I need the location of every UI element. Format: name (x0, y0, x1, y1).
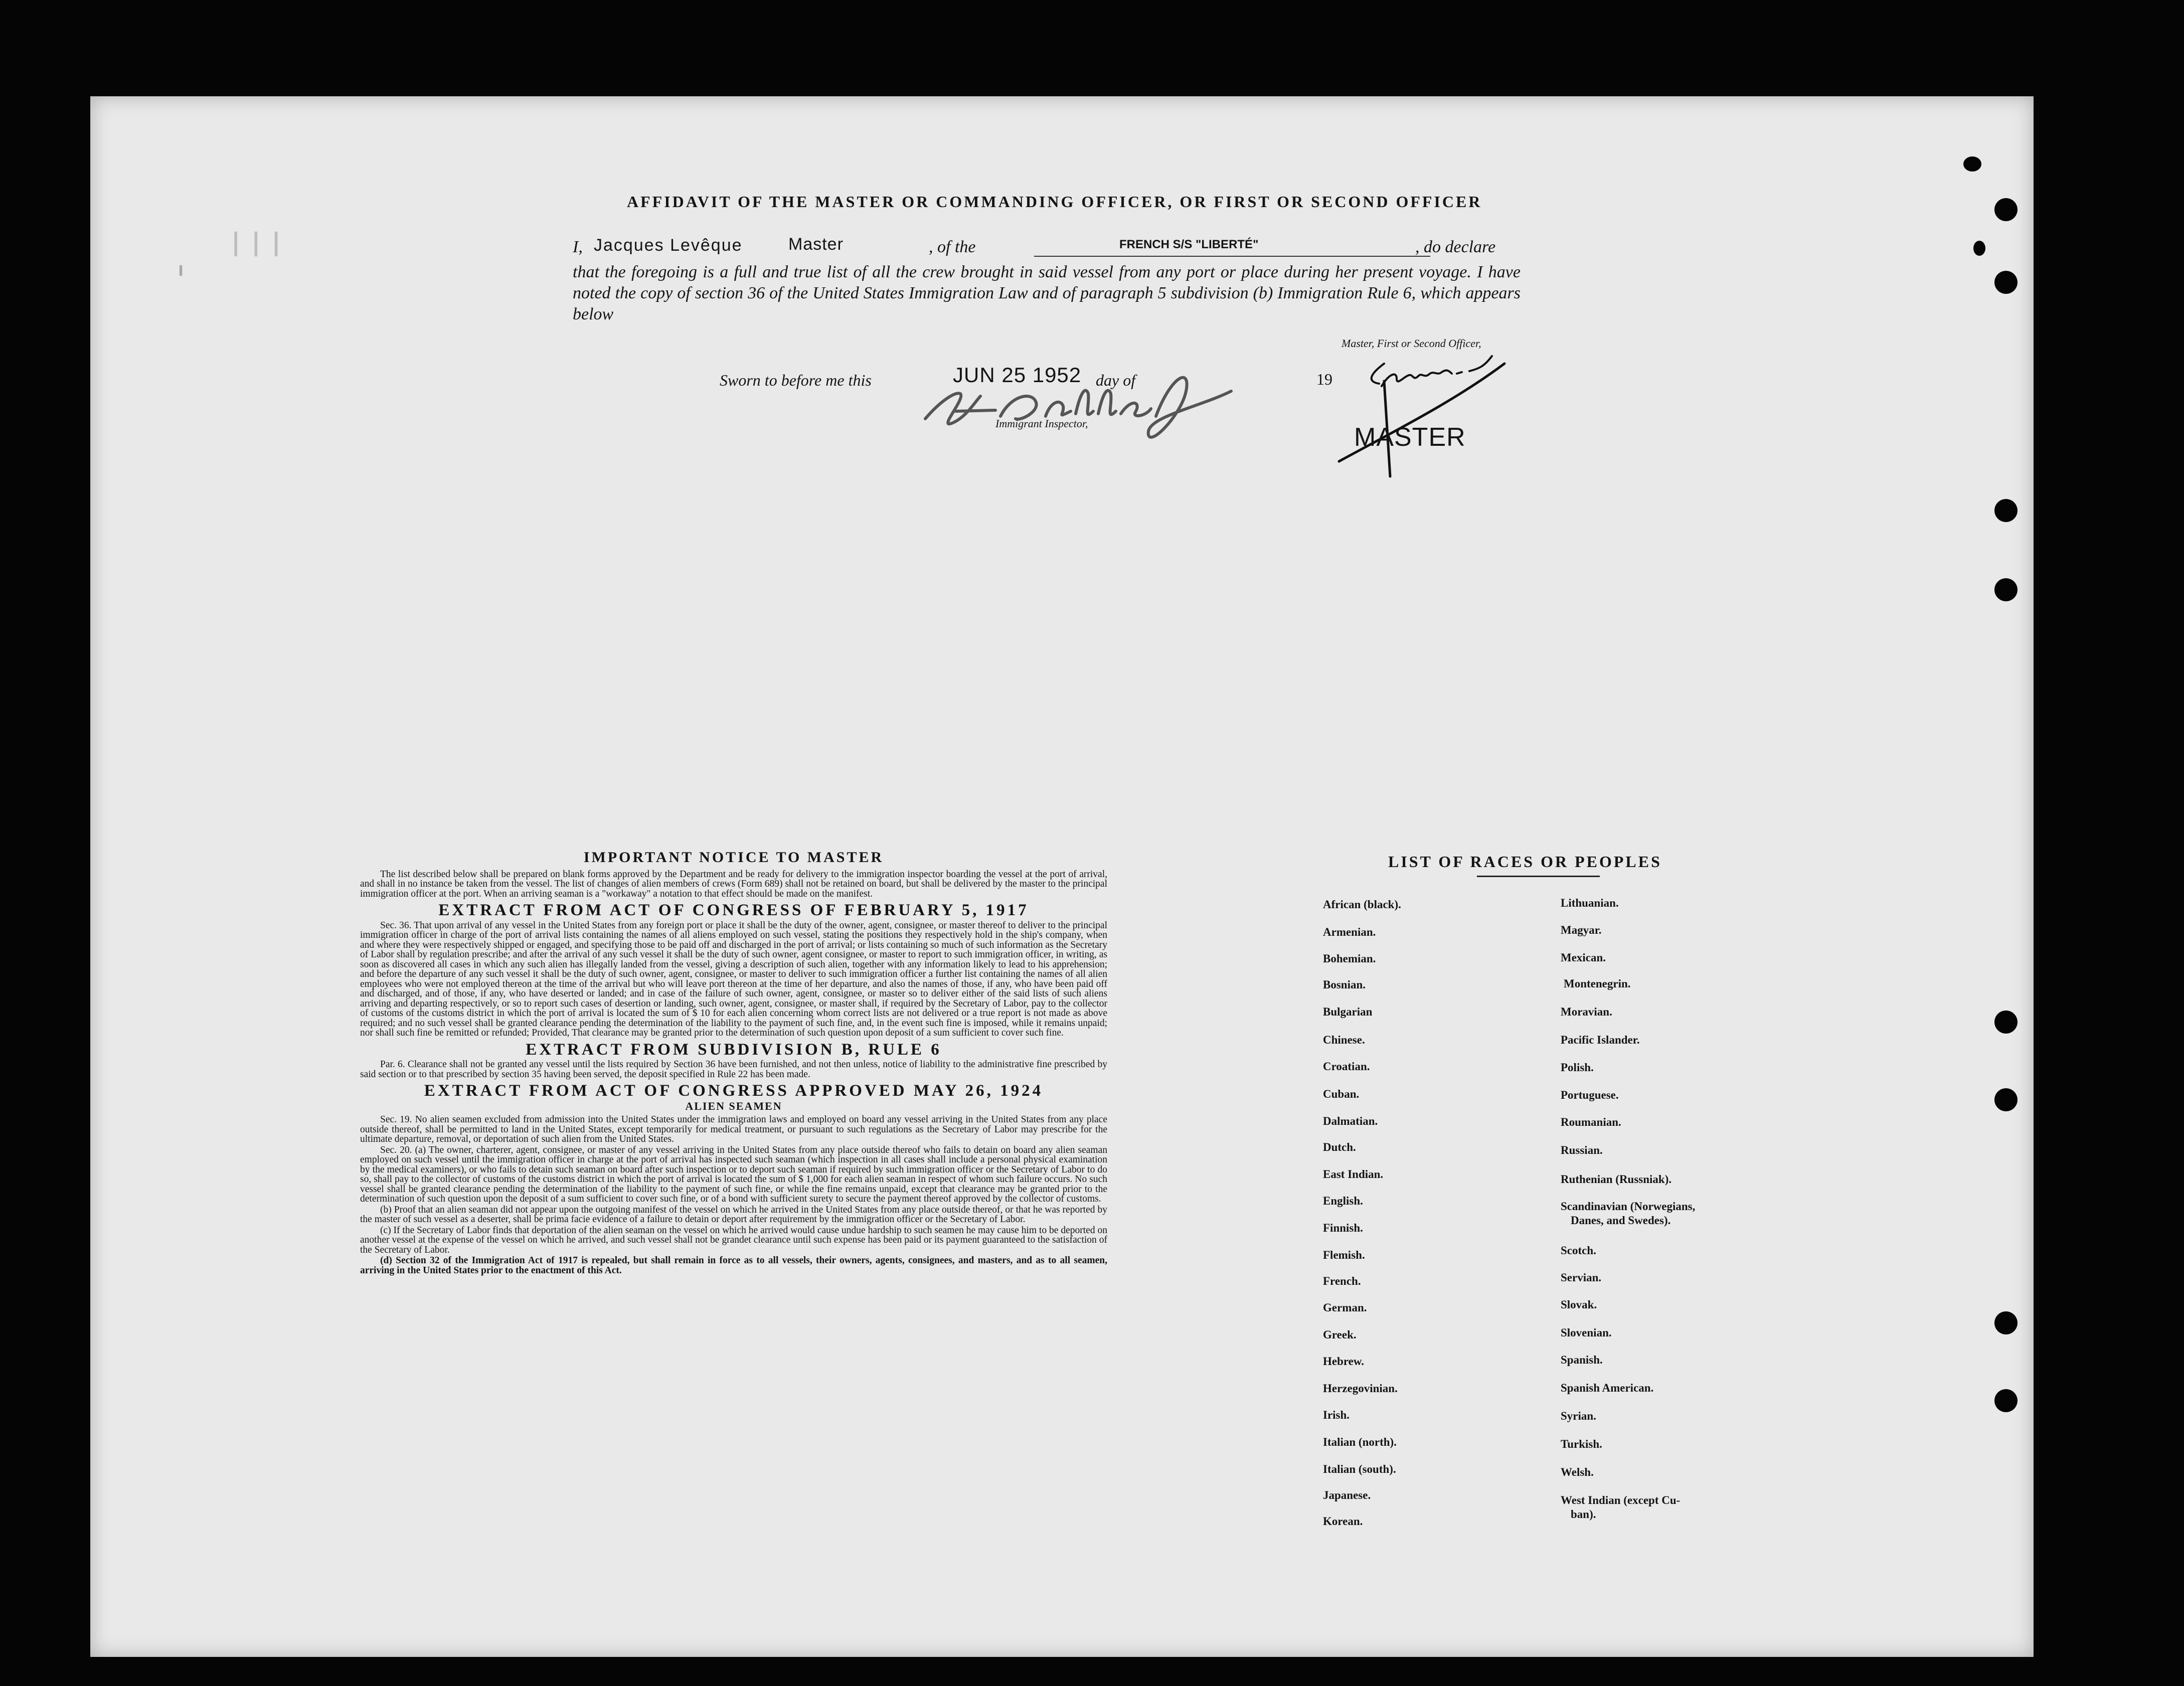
race-item: Russian. (1561, 1144, 1603, 1156)
race-item: German. (1323, 1301, 1367, 1314)
race-item: Welsh. (1561, 1466, 1594, 1478)
race-item: Hebrew. (1323, 1355, 1364, 1368)
race-item: Bohemian. (1323, 952, 1376, 965)
punch-hole (1994, 499, 2018, 522)
race-item: Bosnian. (1323, 978, 1366, 991)
punch-hole (1994, 578, 2018, 601)
year-prefix: 19 (1316, 370, 1332, 388)
race-item: Greek. (1323, 1328, 1357, 1341)
race-item: Croatian. (1323, 1060, 1370, 1073)
bleed-through-mark: ı (178, 258, 184, 280)
race-item: Syrian. (1561, 1410, 1596, 1422)
race-item: African (black). (1323, 898, 1401, 911)
races-title: LIST OF RACES OR PEOPLES (1388, 853, 1662, 871)
notice-section (360, 849, 1107, 1276)
sworn-date-stamp: JUN 25 1952 (953, 363, 1082, 387)
race-item: Slovenian. (1561, 1326, 1612, 1339)
race-item: Cuban. (1323, 1088, 1360, 1100)
extract3-subtitle: ALIEN SEAMEN (685, 1099, 782, 1112)
race-item: ban). (1571, 1508, 1596, 1521)
extract3-sec20a: Sec. 20. (a) The owner, charterer, agent, consignee, or master of any vessel arriving in the United States from any place outside thereof who fails to detain on board any alien seaman employed on such vessel until the immigration officer in charge at the port of arrival has inspected such seaman (which inspection in all cases shall include a personal physical examination by the medical examiners), or who fails to detain such seaman on board after such inspection or to deport such seaman if required by such immigration officer or the Secretary of Labor to do so, shall pay to the collector of customs of the customs district in which the port of arrival is located the sum of $ 1,000 for each alien seaman in respect of whom such failure occurs. No such vessel shall be granted clearance pending the determination of the liability to the payment of such fine, or while the fine remains unpaid, except that clearance may be granted prior to the determination of such question upon the deposit of a sum sufficient to cover such fine, or of a bond with sufficient surety to secure the payment thereof approved by the collector of customs. (360, 1144, 1107, 1204)
race-item: Italian (north). (1323, 1436, 1397, 1448)
races-title-underline (1477, 876, 1600, 877)
extract3-sec20d: (d) Section 32 of the Immigration Act of 1917 is repealed, but shall remain in force as to all vessels, their owners, agents, consignees, and masters, and as to all seamen, arriving in the United States prior to the enactment of this Act. (360, 1255, 1107, 1276)
punch-hole (1994, 1311, 2018, 1334)
extract2-text: Par. 6. Clearance shall not be granted any vessel until the lists required by Section 36 have been furnished, and not then unless, notice of liability to the administrative fine prescribed by said section or to that prescribed by section 35 having been served, the deposit specified in Rule 22 has been made. (360, 1059, 1107, 1080)
race-item: Spanish. (1561, 1354, 1603, 1366)
punch-hole (1994, 198, 2018, 221)
vessel-underline (1034, 256, 1430, 257)
officer-label: Master, First or Second Officer, (1341, 337, 1481, 350)
master-name-handwritten: Jacques Levêque (594, 236, 743, 255)
extract3-sec20b: (b) Proof that an alien seaman did not appear upon the outgoing manifest of the vessel on which he arrived in the United States from any place outside thereof, or that he was reported by the master of such vessel as a deserter, shall be prima facie evidence of a failure to detain or deport after requirement by the immigration officer or the Secretary of Labor. (360, 1204, 1107, 1225)
race-item: Moravian. (1561, 1005, 1612, 1018)
race-item: Scandinavian (Norwegians, (1561, 1200, 1696, 1213)
race-item: Dutch. (1323, 1141, 1356, 1153)
race-item: East Indian. (1323, 1168, 1384, 1181)
punch-hole (1994, 1088, 2018, 1111)
race-item: Herzegovinian. (1323, 1382, 1398, 1395)
race-item: Polish. (1561, 1061, 1594, 1074)
vessel-name: FRENCH S/S "LIBERTÉ" (1119, 238, 1259, 251)
race-item: Ruthenian (Russniak). (1561, 1173, 1672, 1186)
extract3-sec19: Sec. 19. No alien seamen excluded from admission into the United States under the immigration laws and employed on board any vessel arriving in the United States from any place outside thereof, shall be permitted to land in the United States, except temporarily for medical treatment, or pursuant to such regulations as the Secretary of Labor may prescribe for the ultimate departure, removal, or deportation of such alien from the United States. (360, 1114, 1107, 1144)
master-title-handwritten: Master (788, 235, 844, 254)
race-item: Dalmatian. (1323, 1115, 1378, 1127)
race-item: Pacific Islander. (1561, 1034, 1640, 1046)
notice-title: IMPORTANT NOTICE TO MASTER (583, 849, 884, 866)
extract3-sec20c: (c) If the Secretary of Labor finds that deportation of the alien seaman on the vessel on which he arrived would cause undue hardship to such seamen he may cause him to be deported on another vessel at the expense of the vessel on which he arrived, and such vessel shall not be grandet clearance until such expense has been paid or its payment guaranteed to the satisfaction of the Secretary of Labor. (360, 1225, 1107, 1255)
race-item: English. (1323, 1195, 1363, 1207)
race-item: Slovak. (1561, 1298, 1597, 1311)
race-item: Roumanian. (1561, 1116, 1621, 1128)
notice-intro: The list described below shall be prepared on blank forms approved by the Department and be ready for delivery to the immigration inspector boarding the vessel at the port of arrival, and shall in no instance be taken from the vessel. The list of changes of alien members of crews (Form 689) shall not be retained on board, but shall be delivered by the master to the principal immigration officer at the port. When an arriving seaman is a "workaway" a notation to that effect should be made on the manifest. (360, 869, 1107, 899)
race-item: Magyar. (1561, 924, 1602, 936)
extract1-title: EXTRACT FROM ACT OF CONGRESS OF FEBRUARY 5, 1917 (438, 901, 1029, 919)
race-item: Finnish. (1323, 1222, 1363, 1234)
race-item: Spanish American. (1561, 1382, 1654, 1394)
master-stamp: MASTER (1354, 423, 1466, 452)
race-item: West Indian (except Cu- (1561, 1494, 1681, 1506)
inspector-label: Immigrant Inspector, (995, 417, 1088, 430)
day-of-text: day of (1096, 371, 1136, 389)
affidavit-title: AFFIDAVIT OF THE MASTER OR COMMANDING OFFICER, OR FIRST OR SECOND OFFICER (627, 193, 1482, 211)
extract1-text: Sec. 36. That upon arrival of any vessel in the United States from any foreign port or place it shall be the duty of the owner, agent, consignee, or master thereof to deliver to the principal immigration officer in charge of the port of arrival lists containing the names of all aliens employed on such vessel, stating the positions they respectively hold in the ship's company, when and where they were respectively shipped or engaged, and specifying those to be paid off and discharged in the port of arrival; or lists containing so much of such information as the Secretary of Labor shall by regulation prescribe; and after the arrival of any such vessel it shall be the duty of such owner, agent consignee, or master to report to such immigration officer, in writing, as soon as discovered all cases in which any such alien has illegally landed from the vessel, giving a description of such alien, together with any information likely to lead to his apprehension; and before the departure of any such vessel it shall be the duty of such owner, agent, consignee, or master to deliver to such immigration officer a further list containing the names of all alien employees who were not employed thereon at the time of the arrival but who will leave port thereon at the time of her departure, and also the names of those, if any, who have been paid off and discharged, and of those, if any, who have deserted or landed; and in case of the failure of such owner, agent, consignee, or master so to deliver either of the said lists of such aliens arriving and departing respectively, or so to report such cases of desertion or landing, such owner, agent, consignee, or master shall, if required by the Secretary of Labor, pay to the collector of customs of the customs district in which the port of arrival is located the sum of $ 10 for each alien concerning whom correct lists are not delivered or a true report is not made as above required; and no such vessel shall be granted clearance pending the determination of the liability to the payment of such fine, and, in the event such fine is imposed, while it remains unpaid; nor shall such fine be remitted or refunded; Provided, That clearance may be granted prior to the determination of such question upon deposit of a sum sufficient to cover such fine. (360, 920, 1107, 1038)
race-item: Irish. (1323, 1409, 1350, 1421)
declaration-paragraph: that the foregoing is a full and true list of all the crew brought in said vessel from any port or place during her present voyage. I have noted the copy of section 36 of the United States Immigration Law and of paragraph 5 subdivision (b) Immigration Rule 6, which appears below (573, 263, 1521, 323)
race-item: French. (1323, 1275, 1361, 1287)
sworn-text: Sworn to before me this (720, 371, 872, 389)
race-item: Korean. (1323, 1515, 1363, 1528)
do-declare-text: , do declare (1415, 238, 1496, 256)
race-item: Italian (south). (1323, 1463, 1396, 1475)
race-item: Montenegrin. (1564, 977, 1631, 990)
race-item: Armenian. (1323, 926, 1376, 938)
inspector-signature (920, 371, 1251, 451)
punch-hole (1994, 271, 2018, 294)
punch-hole (1994, 1010, 2018, 1034)
declaration-pronoun: I, (573, 238, 583, 256)
race-item: Lithuanian. (1561, 897, 1619, 909)
of-the-text: , of the (929, 238, 976, 256)
punch-hole (1973, 241, 1985, 256)
punch-hole (1963, 156, 1981, 172)
extract2-title: EXTRACT FROM SUBDIVISION B, RULE 6 (526, 1040, 942, 1059)
race-item: Scotch. (1561, 1244, 1596, 1257)
race-item: Bulgarian (1323, 1005, 1373, 1018)
race-item: Turkish. (1561, 1438, 1602, 1450)
race-item: Flemish. (1323, 1249, 1365, 1261)
extract3-title: EXTRACT FROM ACT OF CONGRESS APPROVED MAY 26, 1924 (424, 1082, 1044, 1100)
bleed-through-mark: ❘❘❘ (226, 229, 286, 256)
race-item: Mexican. (1561, 951, 1606, 964)
race-item: Servian. (1561, 1271, 1602, 1284)
race-item: Japanese. (1323, 1489, 1371, 1501)
punch-hole (1994, 1389, 2018, 1412)
race-item: Chinese. (1323, 1034, 1365, 1046)
race-item: Portuguese. (1561, 1089, 1619, 1101)
race-item: Danes, and Swedes). (1571, 1214, 1671, 1227)
master-signature (1334, 351, 1515, 481)
